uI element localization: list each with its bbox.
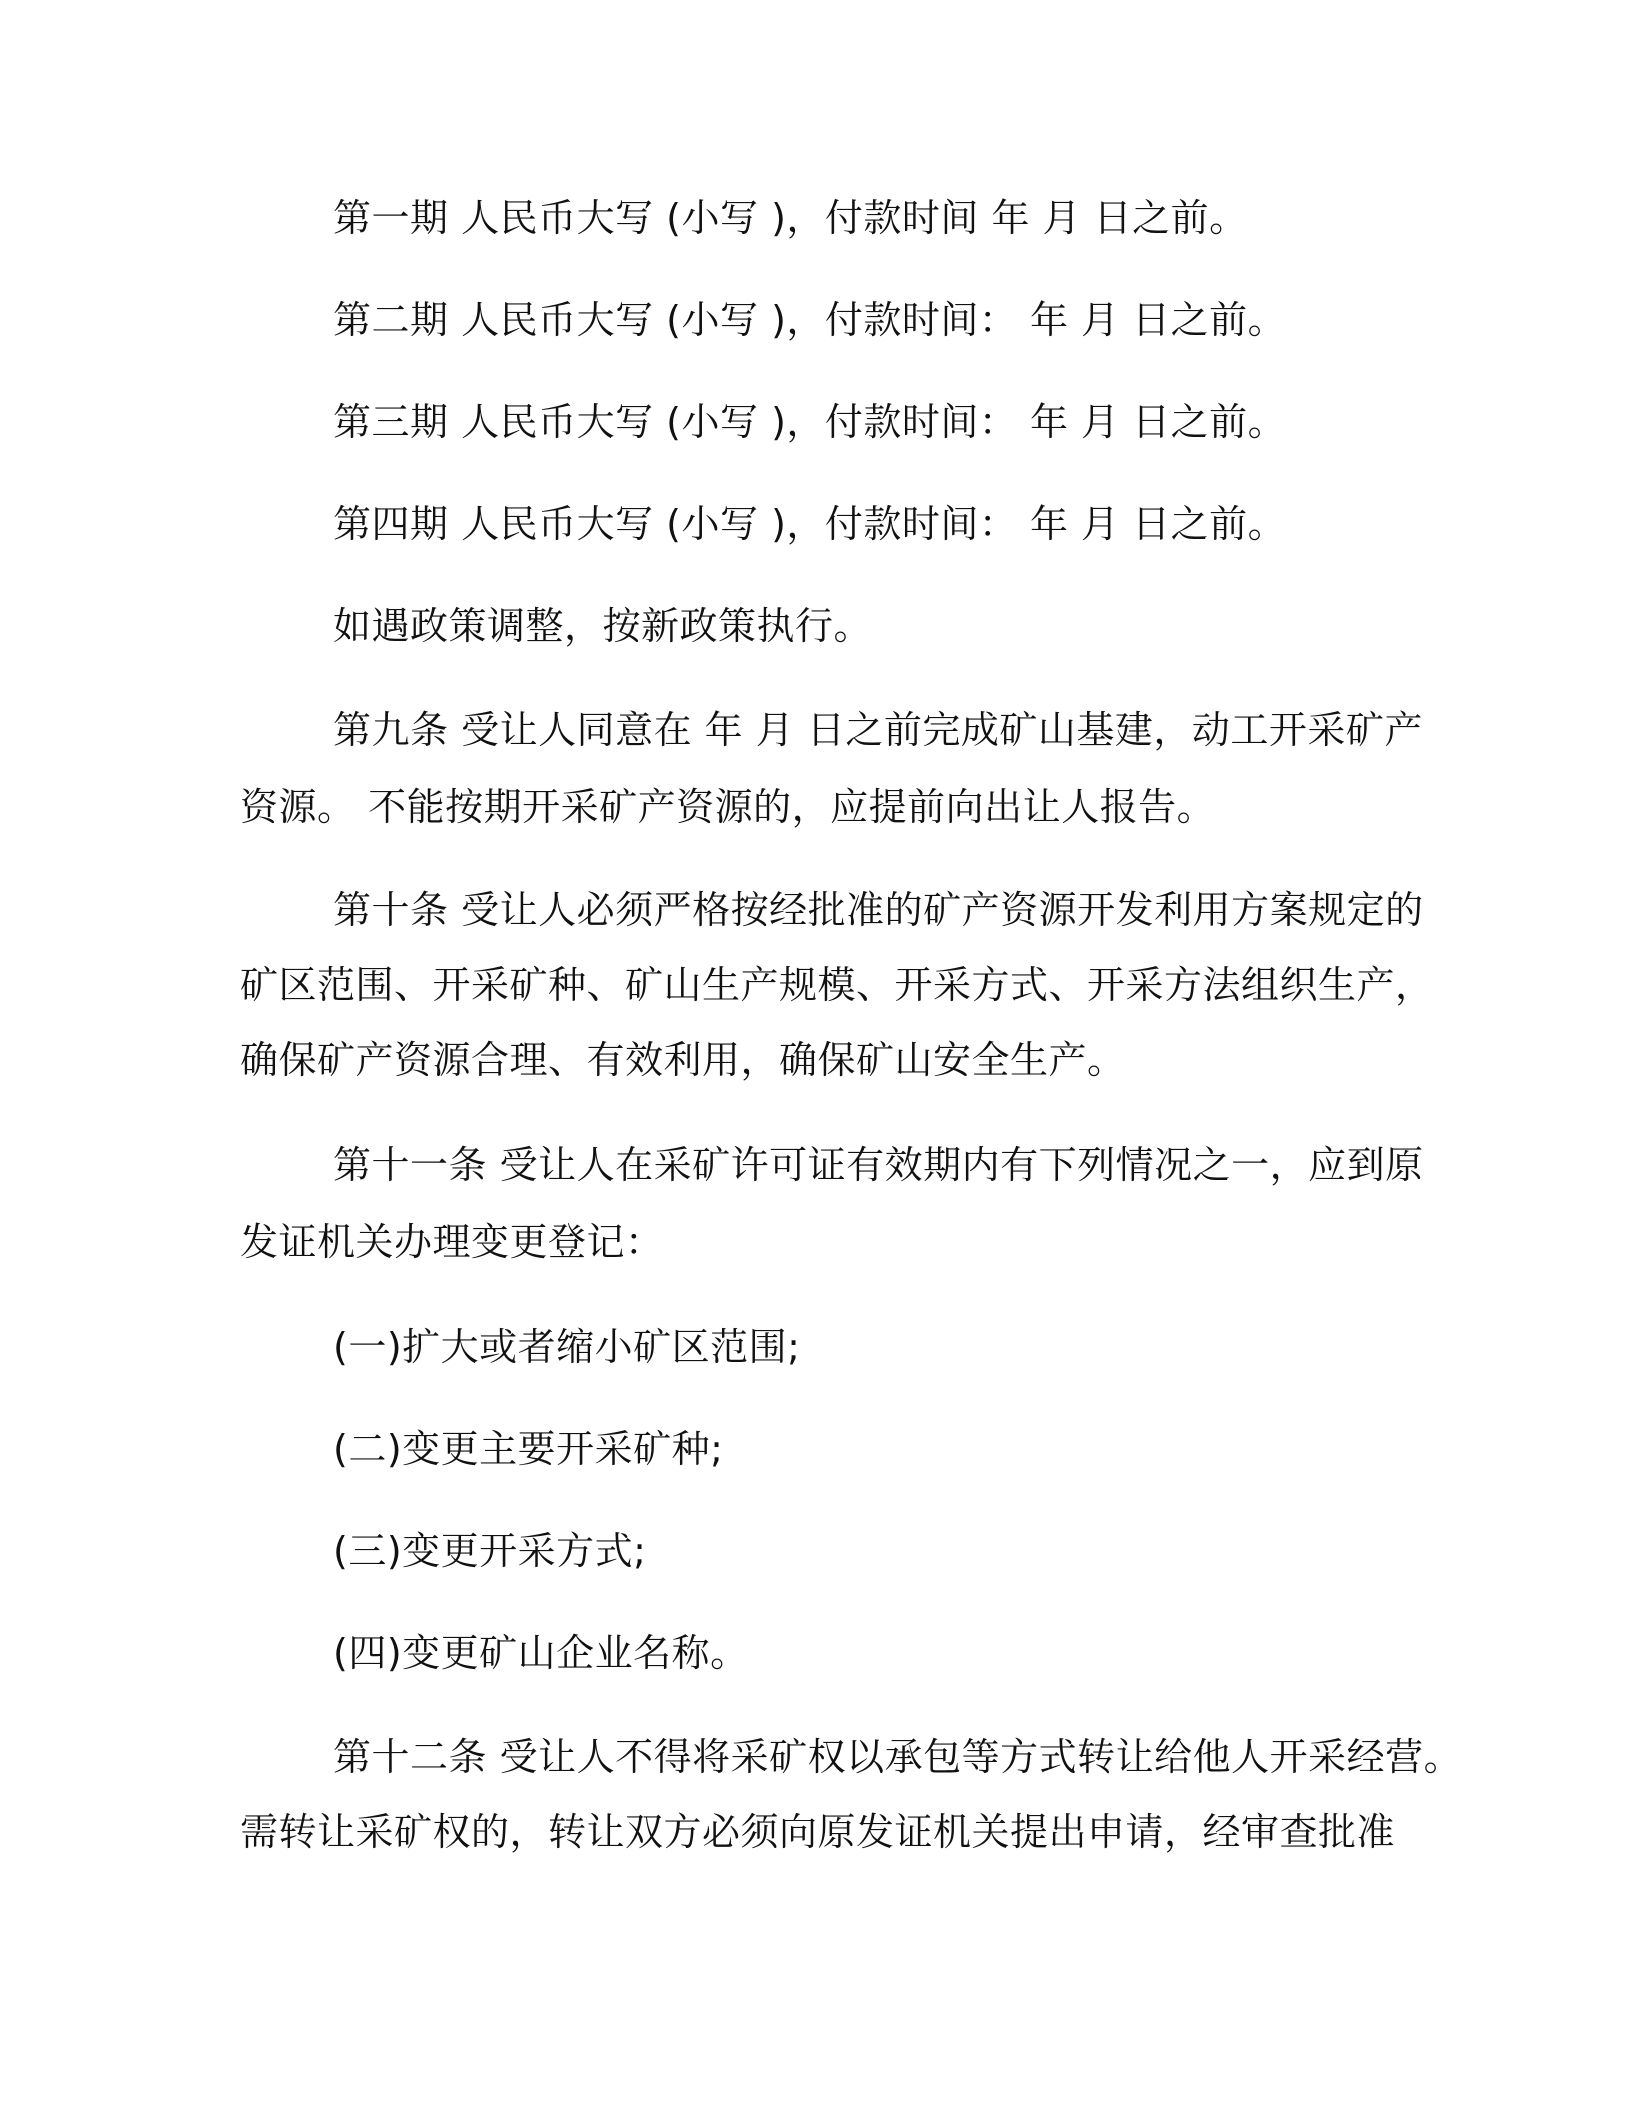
article-11-line-2: 发证机关办理变更登记： bbox=[240, 1220, 664, 1264]
payment-line-2: 第二期 人民币大写 (小写 )，付款时间： 年 月 日之前。 bbox=[333, 298, 1287, 342]
policy-note: 如遇政策调整，按新政策执行。 bbox=[333, 604, 873, 648]
list-item-1: (一)扩大或者缩小矿区范围; bbox=[333, 1325, 801, 1369]
article-9-line-1: 第九条 受让人同意在 年 月 日之前完成矿山基建，动工开采矿产 bbox=[333, 708, 1423, 752]
article-12-line-1: 第十二条 受让人不得将采矿权以承包等方式转让给他人开采经营。 bbox=[333, 1735, 1463, 1779]
article-11-line-1: 第十一条 受让人在采矿许可证有效期内有下列情况之一，应到原 bbox=[333, 1143, 1424, 1187]
article-12-line-2: 需转让采矿权的，转让双方必须向原发证机关提出申请，经审查批准 bbox=[240, 1810, 1396, 1854]
list-item-3: (三)变更开采方式; bbox=[333, 1529, 647, 1573]
list-item-4: (四)变更矿山企业名称。 bbox=[333, 1631, 749, 1675]
article-10-line-3: 确保矿产资源合理、有效利用，确保矿山安全生产。 bbox=[240, 1038, 1126, 1082]
article-9-line-2: 资源。 不能按期开采矿产资源的，应提前向出让人报告。 bbox=[240, 785, 1216, 829]
article-10-line-2: 矿区范围、开采矿种、矿山生产规模、开采方式、开采方法组织生产， bbox=[240, 963, 1434, 1007]
payment-line-1: 第一期 人民币大写 (小写 )，付款时间 年 月 日之前。 bbox=[333, 196, 1248, 240]
article-10-line-1: 第十条 受让人必须严格按经批准的矿产资源开发利用方案规定的 bbox=[333, 888, 1424, 932]
payment-line-3: 第三期 人民币大写 (小写 )，付款时间： 年 月 日之前。 bbox=[333, 400, 1287, 444]
list-item-2: (二)变更主要开采矿种; bbox=[333, 1427, 724, 1471]
payment-line-4: 第四期 人民币大写 (小写 )，付款时间： 年 月 日之前。 bbox=[333, 502, 1287, 546]
